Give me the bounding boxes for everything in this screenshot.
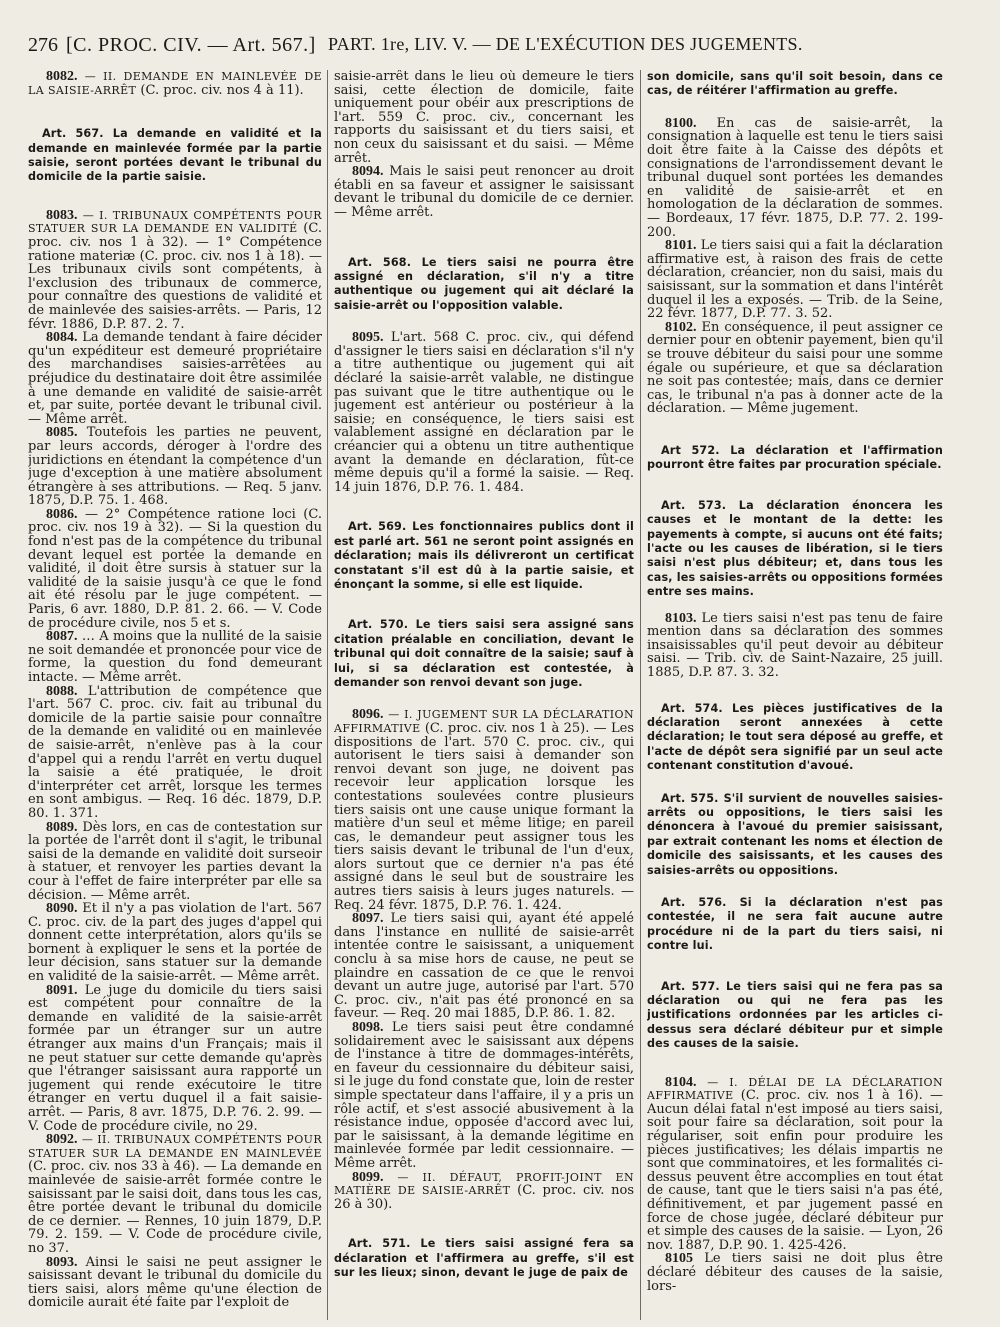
paragraph-8091: 8091. Le juge du domicile du tiers saisi est compétent pour connaître de la demande en validité de la saisie-arrêt formée par un étranger sur un autre étranger aux mains d'un Français; mais il ne peut statuer sur cette demande qu'après que l'étranger saisissant aura rapporté un jugement qui rende exécutoire le titre étranger en vertu duquel il a fait saisie-arrêt. — Paris, 8 avr. 1875, D.P. 76. 2. 99. — V. Code de procédure civile, no 29. [28, 982, 322, 1134]
text-column-middle [334, 70, 634, 1320]
header-code-reference: [C. PROC. CIV. — Art. 567.] [66, 34, 316, 56]
running-header [28, 34, 978, 60]
paragraph-8090: 8090. Et il n'y a pas violation de l'art. 567 C. proc. civ. de la part des juges d'appel qui donnent cette interprétation, alors qu'ils se bornent à expliquer le sens et la portée de leur décision, sans statuer sur la demande en validité de la saisie-arrêt. — Même arrêt. [28, 901, 322, 985]
article-574: Art. 574. Les pièces justificatives de la déclaration seront annexées à cette déclaration; le tout sera déposé au greffe, et l'acte de dépôt sera signifié par un seul acte contenant constitution d'avoué. [647, 701, 943, 773]
paragraph-8084: 8084. La demande tendant à faire décider qu'un expéditeur est demeuré propriétaire des marchandises saisies-arrêtées au préjudice du destinataire doit être assimilée à une demande en validité de saisie-arrêt et, par suite, portée devant le tribunal civil. — Même arrêt. [28, 330, 322, 427]
paragraph-8097: 8097. Le tiers saisi qui, ayant été appelé dans l'instance en nullité de saisie-arrêt intentée contre le saisissant, a uniquement conclu à sa mise hors de cause, ne peut se plaindre en cassation de ce que le renvoi devant un autre juge, autorisé par l'art. 570 C. proc. civ., n'ait pas été prononcé en sa faveur. — Req. 20 mai 1885, D.P. 86. 1. 82. [334, 911, 634, 1022]
paragraph-8100: 8100. En cas de saisie-arrêt, la consignation à laquelle est tenu le tiers saisi doit être faite à la Caisse des dépôts et consignations de l'arrondissement devant le tribunal duquel sont portées les demandes en validité de saisie-arrêt et en homologation de la déclaration de sommes. — Bordeaux, 17 févr. 1875, D.P. 77. 2. 199-200. [647, 115, 943, 240]
article-572: Art 572. La déclaration et l'affirmation pourront être faites par procuration spéciale. [647, 443, 943, 472]
paragraph-8083: 8083. — I. TRIBUNAUX COMPÉTENTS POUR STATUER SUR LA DEMANDE EN VALIDITÉ (C. proc. civ. nos 1 à 32). — 1° Compétence ratione materiæ (C. proc. civ. nos 1 à 18). — Les tribunaux civils sont compétents, à l'exclusion des tribunaux de commerce, pour connaître des questions de validité et de mainlevée des saisies-arrêts. — Paris, 12 févr. 1886, D.P. 87. 2. 7. [28, 207, 322, 332]
paragraph-8104: 8104. — I. DÉLAI DE LA DÉCLARATION AFFIRMATIVE (C. proc. civ. nos 1 à 16). — Aucun délai fatal n'est imposé au tiers saisi, soit pour faire sa déclaration, soit pour la régulariser, soit enfin pour produire les pièces justificatives; les délais impartis ne sont que comminatoires, et les formalités ci-dessus peuvent être accomplies en tout état de cause, tant que le tiers saisi n'a pas été, définitivement, et par jugement passé en force de chose jugée, déclaré débiteur pur et simple des causes de la saisie. — Lyon, 26 nov. 1887, D.P. 90. 1. 425-426. [647, 1074, 943, 1253]
paragraph-8086: 8086. — 2° Compétence ratione loci (C. proc. civ. nos 19 à 32). — Si la question du fond n'est pas de la compétence du tribunal devant lequel est portée la demande en validité, il doit être sursis à statuer sur la validité de la saisie jusqu'à ce que le fond ait été résolu par le juge compétent. — Paris, 6 avr. 1880, D.P. 81. 2. 66. — V. Code de procédure civile, nos 5 et s. [28, 506, 322, 631]
paragraph-8099: 8099. — II. DÉFAUT, PROFIT-JOINT EN MATIÈRE DE SAISIE-ARRÊT (C. proc. civ. nos 26 à 30). [334, 1169, 634, 1212]
article-576: Art. 576. Si la déclaration n'est pas contestée, il ne sera fait aucune autre procédure ni de la part du tiers saisi, ni contre lui. [647, 895, 943, 953]
paragraph-8082: 8082. — II. DEMANDE EN MAINLEVÉE DE LA SAISIE-ARRÊT (C. proc. civ. nos 4 à 11). [28, 70, 322, 98]
paragraph-8087: 8087. … A moins que la nullité de la saisie ne soit demandée et prononcée pour vice de forme, la question du fond demeurant intacte. — Même arrêt. [28, 629, 322, 685]
paragraph-8095: 8095. L'art. 568 C. proc. civ., qui défend d'assigner le tiers saisi en déclaration s'il n'y a titre authentique ou jugement qui ait déclaré la saisie-arrêt valable, ne distingue pas suivant que le titre authentique ou le jugement est antérieur ou postérieur à la saisie; en conséquence, le tiers saisi est valablement assigné en déclaration par le créancier qui a obtenu un titre authentique avant la demande en déclaration, fût-ce même depuis qu'il a formé la saisie. — Req. 14 juin 1876, D.P. 76. 1. 484. [334, 330, 634, 495]
paragraph-8085: 8085. Toutefois les parties ne peuvent, par leurs accords, déroger à l'ordre des juridictions en étendant la compétence d'un juge d'exception à une matière absolument étrangère à ses attributions. — Req. 5 janv. 1875, D.P. 75. 1. 468. [28, 425, 322, 509]
article-577: Art. 577. Le tiers saisi qui ne fera pas sa déclaration ou qui ne fera pas les justifications ordonnées par les articles ci-dessus sera déclaré débiteur pur et simple des causes de la saisie. [647, 979, 943, 1051]
paragraph-continuation: saisie-arrêt dans le lieu où demeure le tiers saisi, cette élection de domicile, faite uniquement pour obéir aux prescriptions de l'art. 559 C. proc. civ., concernant les rapports du saisissant et du tiers saisi, et non ceux du saisissant et du saisi. — Même arrêt. [334, 70, 634, 166]
paragraph-8092: 8092. — II. TRIBUNAUX COMPÉTENTS POUR STATUER SUR LA DEMANDE EN MAINLEVÉE (C. proc. civ. nos 33 à 46). — La demande en mainlevée de saisie-arrêt formée contre le saisissant par le saisi doit, dans tous les cas, être portée devant le tribunal du domicile de ce dernier. — Rennes, 10 juin 1879, D.P. 79. 2. 159. — V. Code de procédure civile, no 37. [28, 1132, 322, 1256]
paragraph-8088: 8088. L'attribution de compétence que l'art. 567 C. proc. civ. fait au tribunal du domicile de la partie saisie pour connaître de la demande en validité ou en mainlevée de saisie-arrêt, n'enlève pas à la cour d'appel qui a rendu l'arrêt en vertu duquel la saisie a été pratiquée, le droit d'interpréter cet arrêt, lorsque les termes en sont ambigus. — Req. 16 déc. 1879, D.P. 80. 1. 371. [28, 683, 322, 821]
paragraph-8102: 8102. En conséquence, il peut assigner ce dernier pour en obtenir payement, bien qu'il se trouve débiteur du saisi pour une somme égale ou supérieure, et que sa déclaration ne soit pas contestée; mais, dans ce dernier cas, le tribunal n'a pas à donner acte de la déclaration. — Même jugement. [647, 319, 943, 417]
paragraph-8096: 8096. — I. JUGEMENT SUR LA DÉCLARATION AFFIRMATIVE (C. proc. civ. nos 1 à 25). — Les dispositions de l'art. 570 C. proc. civ., qui autorisent le tiers saisi à demander son renvoi devant son juge, ne doivent pas recevoir leur application lorsque les contestations soulevées contre plusieurs tiers saisis ont une cause unique formant la matière d'un seul et même litige; en pareil cas, le demandeur peut assigner tous les tiers saisis devant le tribunal de l'un d'eux, alors surtout que ce dernier n'a pas été assigné dans le seul but de soustraire les autres tiers saisis à leurs juges naturels. — Req. 24 févr. 1875, D.P. 76. 1. 424. [334, 707, 634, 913]
paragraph-8093: 8093. Ainsi le saisi ne peut assigner le saisissant devant le tribunal du domicile du tiers saisi, alors même qu'une élection de domicile aurait été faite par l'exploit de [28, 1254, 322, 1311]
paragraph-8101: 8101. Le tiers saisi qui a fait la déclaration affirmative est, à raison des frais de cette déclaration, créancier, non du saisi, mais du saisissant, sur la sommation et dans l'intérêt duquel il les a exposés. — Trib. de la Seine, 22 févr. 1877, D.P. 77. 3. 52. [647, 238, 943, 322]
text-column-right [647, 70, 943, 1320]
text-column-left [28, 70, 322, 1320]
column-divider [327, 70, 328, 1320]
paragraph-8098: 8098. Le tiers saisi peut être condamné solidairement avec le saisissant aux dépens de l'instance à titre de dommages-intérêts, en faveur du cessionnaire du débiteur saisi, si le juge du fond constate que, loin de rester simple spectateur dans l'affaire, il y a pris un rôle actif, et s'est associé abusivement à la résistance indue, opposée d'accord avec lui, par le saisissant, à la demande légitime en mainlevée formée par ledit cessionnaire. — Même arrêt. [334, 1020, 634, 1171]
article-571: Art. 571. Le tiers saisi assigné fera sa déclaration et l'affirmera au greffe, s'il est sur les lieux; sinon, devant le juge de paix de [334, 1237, 634, 1280]
paragraph-8103: 8103. Le tiers saisi n'est pas tenu de faire mention dans sa déclaration des sommes insaisissables qu'il peut devoir au débiteur saisi. — Trib. civ. de Saint-Nazaire, 25 juill. 1885, D.P. 87. 3. 32. [647, 610, 943, 680]
paragraph-8105: 8105 Le tiers saisi ne doit plus être déclaré débiteur des causes de la saisie, lors- [647, 1251, 943, 1294]
header-section-title: PART. 1re, LIV. V. — DE L'EXÉCUTION DES JUGEMENTS. [328, 34, 803, 54]
page-number: 276 [28, 34, 58, 56]
paragraph-8089: 8089. Dès lors, en cas de contestation sur la portée de l'arrêt dont il s'agit, le tribunal saisi de la demande en validité doit surseoir à statuer, et renvoyer les parties devant la cour à l'effet de faire interpréter par elle sa décision. — Même arrêt. [28, 819, 322, 903]
article-573: Art. 573. La déclaration énoncera les causes et le montant de la dette: les payements à compte, si aucuns ont été faits; l'acte ou les causes de libération, si le tiers saisi n'est plus débiteur; et, dans tous les cas, les saisies-arrêts ou oppositions formées entre ses mains. [647, 498, 943, 599]
paragraph-8094: 8094. Mais le saisi peut renoncer au droit établi en sa faveur et assigner le saisissant devant le tribunal du domicile de ce dernier. — Même arrêt. [334, 164, 634, 220]
article-568: Art. 568. Le tiers saisi ne pourra être assigné en déclaration, s'il n'y a titre authentique ou jugement qui ait déclaré la saisie-arrêt ou l'opposition valable. [334, 255, 634, 312]
column-divider [640, 70, 641, 1320]
article-567: Art. 567. La demande en validité et la demande en mainlevée formée par la partie saisie, seront portées devant le tribunal du domicile de la partie saisie. [28, 127, 322, 184]
article-569: Art. 569. Les fonctionnaires publics dont il est parlé art. 561 ne seront point assignés en déclaration; mais ils délivreront un certificat constatant s'il est dû à la partie saisie, et énonçant la somme, si elle est liquide. [334, 520, 634, 591]
article-571-continuation: son domicile, sans qu'il soit besoin, dans ce cas, de réitérer l'affirmation au greffe. [647, 70, 943, 98]
article-570: Art. 570. Le tiers saisi sera assigné sans citation préalable en conciliation, devant le tribunal qui doit connaître de la saisie; sauf à lui, si sa déclaration est contestée, à demander son renvoi devant son juge. [334, 618, 634, 689]
article-575: Art. 575. S'il survient de nouvelles saisies-arrêts ou oppositions, le tiers saisi les dénoncera à l'avoué du premier saisissant, par extrait contenant les noms et élection de domicile des saisissants, et les causes des saisies-arrêts ou oppositions. [647, 791, 943, 877]
